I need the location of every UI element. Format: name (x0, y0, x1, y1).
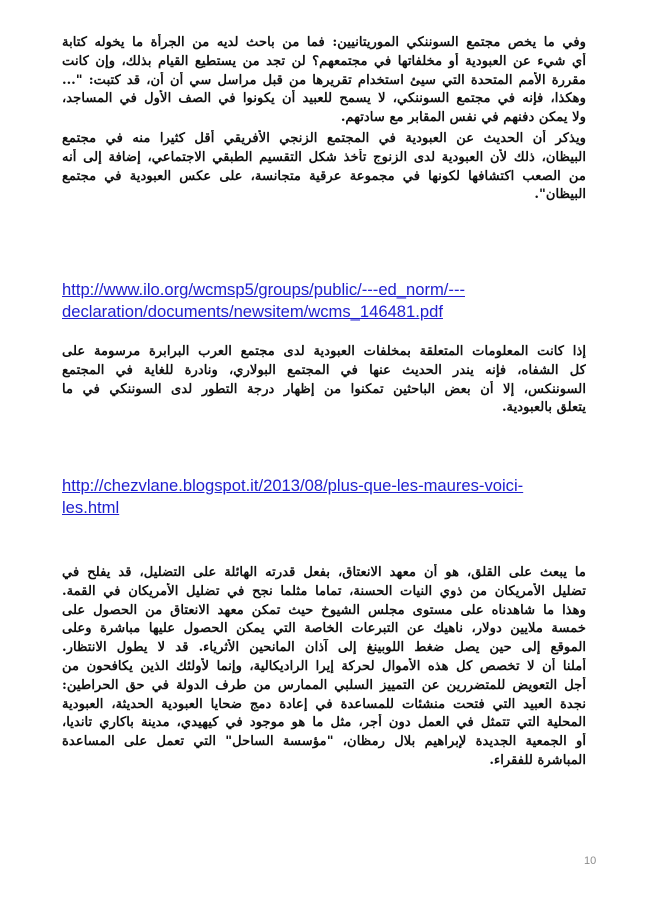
text-line: وهكذا، فإنه في مجتمع السوننكي، لا يسمح للعبيد أن يكونوا في الصف الأول في المساجد، (62, 91, 586, 107)
text-line: أو الجمعية الجديدة لإبراهيم بلال رمظان، "مؤسسة الساحل" التي تعمل على المساعدة (62, 734, 586, 750)
text-line: من الصعب اكتشافها لكونها في مجموعة عرقية متجانسة، على عكس العبودية في مجتمع (62, 168, 586, 184)
text-line: مقررة الأمم المتحدة التي سيئ استخدام تقريرها من قبل مراسل سي أن أن، قد كتبت: "... (62, 72, 586, 88)
text-line: كل الشفاه، فإنه يندر الحديث عنها في المجتمع البولاري، ونادرة للغاية في المجتمع (62, 362, 586, 378)
paragraph-black-african-society (62, 130, 586, 205)
text-line: وهذا ما شاهدناه على مستوى مجلس الشيوخ حيث تمكن معهد الانعتاق من الحصول على (62, 602, 586, 618)
text-line: يتعلق بالعبودية. (501, 400, 586, 416)
text-line: نجدة العبيد التي فتحت منشئات للمساعدة في إعادة دمج ضحايا العبودية الحديثة، العبودية (62, 696, 586, 712)
text-line: البيظان، ذلك لأن العبودية لدى الزنوج تأخذ شكل التقسيم الطبقي الاجتماعي، إضافة إلى أنه (62, 149, 586, 165)
paragraph-emancipation-institute (62, 564, 586, 771)
text-line: ما يبعث على القلق، هو أن معهد الانعتاق، بفعل قدرته الهائلة على التضليل، قد يفلح في (62, 565, 586, 580)
page-number: 10 (584, 855, 597, 867)
paragraph-arab-berber-society (62, 343, 586, 418)
text-line: السوننكس، إلا أن بعض الباحثين تمكنوا من إظهار درجة التطور لدى السوننكي في ما (62, 381, 586, 397)
text-line: المباشرة للفقراء. (489, 752, 586, 768)
text-line: إذا كانت المعلومات المتعلقة بمخلفات العبودية لدى مجتمع العرب البرابرة مرسومة على (62, 344, 586, 359)
text-line: أي شيء عن العبودية أو مخلفاتها في مجتمعهم؟ لن تجد من يستطيع القيام بذلك، وإن كانت (62, 53, 586, 69)
text-line: وفي ما يخص مجتمع السوننكي الموريتانيين: فما من باحث لديه من الجرأة ما يخوله كتابة (62, 35, 586, 50)
link-line[interactable]: http://chezvlane.blogspot.it/2013/08/plus-que-les-maures-voici- (62, 476, 524, 495)
link-line[interactable]: declaration/documents/newsitem/wcms_146481.pdf (62, 302, 443, 321)
text-line: خمسة ملايين دولار، ناهيك عن التبرعات الخاصة التي يمكن الحصول عليها مباشرة وعلى (62, 621, 586, 637)
paragraph-sooninke-society (62, 34, 586, 128)
text-line: ويذكر أن الحديث عن العبودية في المجتمع الزنجي الأفريقي أقل كثيرا منه في مجتمع (62, 131, 586, 146)
text-line: أملنا أن لا تخصص كل هذه الأموال لحركة إيرا الراديكالية، وإنما لأولئك الذين يكافحون من (62, 658, 586, 674)
text-line: أجل التعويض للمتضررين عن التمييز السلبي الممارس من طرف الدولة في حق الحراطين: (62, 677, 586, 693)
text-line: تضليل الأمريكان من ذوي النيات الحسنة، تماما مثلما نجح في تضليل الأمريكان في القمة. (62, 583, 586, 599)
link-line[interactable]: http://www.ilo.org/wcmsp5/groups/public/---ed_norm/--- (62, 280, 465, 299)
text-line: الموقع إلى حين يصل ضغط اللوبينغ إلى آذان المانحين الأثرياء. قد لا يطول الانتظار. (62, 640, 586, 656)
text-line: البيظان". (534, 187, 586, 203)
text-line: ولا يمكن دفنهم في نفس المقابر مع سادتهم. (340, 110, 586, 126)
link-line[interactable]: les.html (62, 498, 120, 517)
text-line: المحلية التي تتمثل في العمل دون أجر، مثل ما هو موجود في كيهيدي، مدينة باكاري تانديا، (62, 715, 586, 731)
ilo-reference-link[interactable] (62, 279, 592, 323)
blog-reference-link[interactable] (62, 475, 592, 519)
